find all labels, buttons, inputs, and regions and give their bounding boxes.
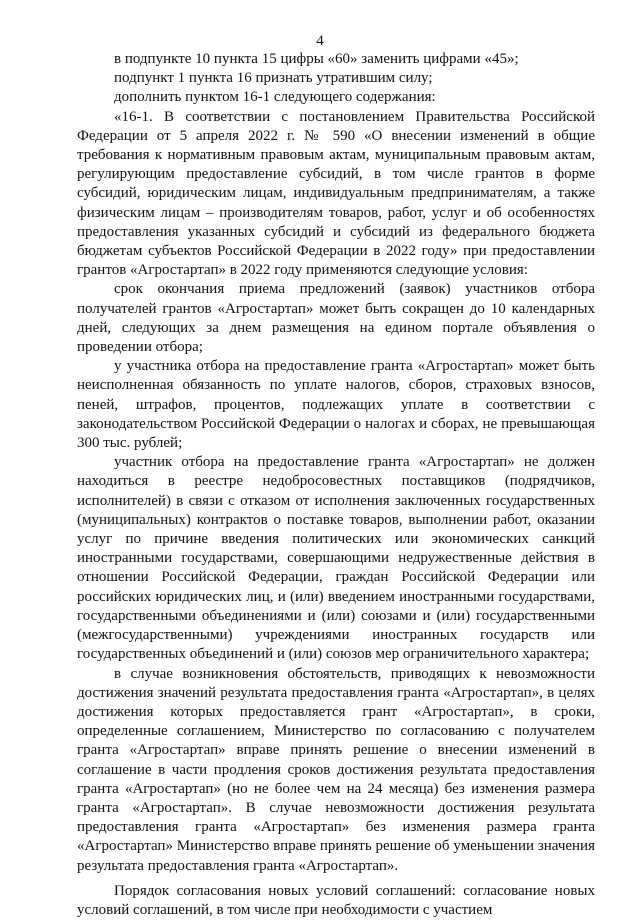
paragraph-agreement-procedure: Порядок согласования новых условий соглашений: согласование новых условий соглашений, в том числе при необходимости с участием: [77, 882, 595, 918]
paragraph-tax-arrears: у участника отбора на предоставление гранта «Агростартап» может быть неисполненная обязанность по уплате налогов, сборов, страховых взносов, пеней, штрафов, процентов, подлежащих уплате в соответствии с законодательством Российской Федерации о налогах и сборах, не превышающая 300 тыс. рублей;: [77, 358, 595, 452]
paragraph-unfair-suppliers-registry: участник отбора на предоставление гранта «Агростартап» не должен находиться в реестре недобросовестных поставщиков (подрядчиков, исполнителей) в связи с отказом от исполнения заключенных государственных (муниципальных) контрактов о поставке товаров, выполнении работ, оказании услуг по причине введения политических или экономических санкций иностранными государствами, совершающими недружественные действия в отношении Российской Федерации, граждан Российской Федерации или российских юридических лиц, и (или) введением иностранными государствами, государственными объединениями и (или) союзами и (или) государственными (межгосударственными) учреждениями иностранных государств или государственных объединений и (или) союзов мер ограничительного характера;: [77, 454, 595, 663]
page-number: 4: [316, 33, 324, 49]
paragraph-repeal-item-16: подпункт 1 пункта 16 признать утратившим силу;: [114, 70, 433, 87]
paragraph-amend-item-15: в подпункте 10 пункта 15 цифры «60» заменить цифрами «45»;: [114, 51, 519, 67]
paragraph-16-1-intro: «16-1. В соответствии с постановлением Правительства Российской Федерации от 5 апреля 2022 г. № 590 «О внесении изменений в общие требования к нормативным правовым актам, муниципальным правовым актам, регулирующим предоставление субсидий, в том числе грантов в форме субсидий, юридическим лицам, индивидуальным предпринимателям, а также физическим лицам – производителям товаров, работ, услуг и об особенностях предоставления указанных субсидий и субсидий из федерального бюджета бюджетам субъектов Российской Федерации в 2022 году» при предоставлении грантов «Агростартап» в 2022 году применяются следующие условия:: [77, 108, 595, 279]
paragraph-application-deadline: срок окончания приема предложений (заявок) участников отбора получателей грантов «Агростартап» может быть сокращен до 10 календарных дней, следующих за днем размещения на едином портале объявления о проведении отбора;: [77, 281, 595, 356]
paragraph-add-item-16-1: дополнить пунктом 16-1 следующего содержания:: [114, 89, 436, 106]
paragraph-result-extension: в случае возникновения обстоятельств, приводящих к невозможности достижения значений результата предоставления гранта «Агростартап», в целях достижения которых предоставляется грант «Агростартап», в сроки, определенные соглашением, Министерство по согласованию с получателем гранта «Агростартап» вправе принять решение о внесении изменений в соглашение в части продления сроков достижения результата предоставления гранта «Агростартап» (но не более чем на 24 месяца) без изменения размера гранта «Агростартап». В случае невозможности достижения результата предоставления гранта «Агростартап» без изменения размера гранта «Агростартап» Министерство вправе принять решение об уменьшении значения результата предоставления гранта «Агростартап».: [77, 665, 595, 874]
document-body: [77, 50, 595, 920]
